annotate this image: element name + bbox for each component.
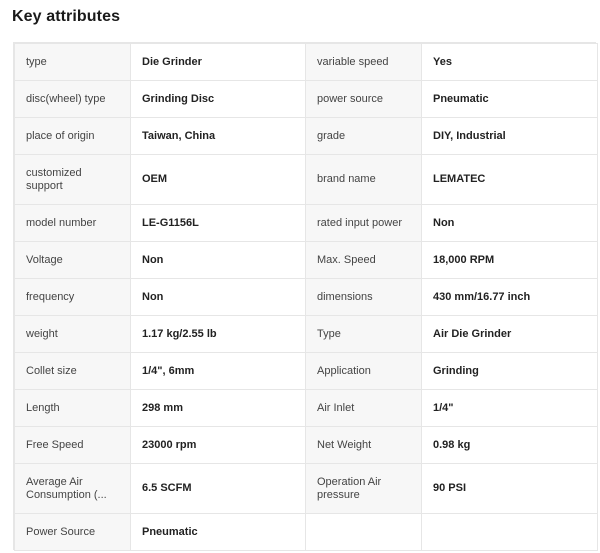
table-row [15,353,598,390]
attribute-label: Application [306,353,422,390]
attribute-value: 1/4" [422,390,598,427]
attribute-value: 23000 rpm [131,427,306,464]
attribute-value: 430 mm/16.77 inch [422,279,598,316]
attribute-value: 90 PSI [422,464,598,514]
attribute-value: Grinding Disc [131,81,306,118]
table-row [15,155,598,205]
attribute-label: dimensions [306,279,422,316]
table-row [15,118,598,155]
empty-cell [306,514,422,551]
empty-cell [422,514,598,551]
attribute-value: Air Die Grinder [422,316,598,353]
attribute-label: rated input power [306,205,422,242]
attribute-value: 18,000 RPM [422,242,598,279]
attribute-label: power source [306,81,422,118]
attribute-value: Pneumatic [422,81,598,118]
attribute-label: Voltage [15,242,131,279]
page-title: Key attributes [12,8,121,25]
attribute-value: 1.17 kg/2.55 lb [131,316,306,353]
table-row [15,81,598,118]
attribute-value: Non [131,242,306,279]
attribute-label: Length [15,390,131,427]
attribute-label: weight [15,316,131,353]
attribute-label: model number [15,205,131,242]
attribute-value: 298 mm [131,390,306,427]
key-attributes-table [13,42,596,550]
attribute-value: DIY, Industrial [422,118,598,155]
table-row [15,205,598,242]
table-row [15,390,598,427]
attribute-value: LEMATEC [422,155,598,205]
attribute-label: Power Source [15,514,131,551]
attribute-label: Free Speed [15,427,131,464]
attribute-value: 1/4", 6mm [131,353,306,390]
attribute-label: grade [306,118,422,155]
attribute-label: Operation Air pressure [306,464,422,514]
attribute-label: Max. Speed [306,242,422,279]
attribute-label: customized support [15,155,131,205]
table-row [15,279,598,316]
attribute-label: type [15,44,131,81]
table-row [15,464,598,514]
table-row [15,316,598,353]
attribute-value: Non [422,205,598,242]
attribute-label: Type [306,316,422,353]
attribute-label: Net Weight [306,427,422,464]
attribute-label: Average Air Consumption (... [15,464,131,514]
attribute-value: Taiwan, China [131,118,306,155]
attribute-value: OEM [131,155,306,205]
attribute-label: Air Inlet [306,390,422,427]
attribute-value: 6.5 SCFM [131,464,306,514]
attribute-value: Non [131,279,306,316]
table-row [15,242,598,279]
attribute-value: Die Grinder [131,44,306,81]
attribute-label: Collet size [15,353,131,390]
table-row [15,514,598,551]
attribute-value: 0.98 kg [422,427,598,464]
attribute-value: LE-G1156L [131,205,306,242]
attribute-label: disc(wheel) type [15,81,131,118]
attribute-label: frequency [15,279,131,316]
table-row [15,44,598,81]
table-row [15,427,598,464]
attribute-value: Pneumatic [131,514,306,551]
attribute-value: Grinding [422,353,598,390]
attribute-label: variable speed [306,44,422,81]
attribute-label: place of origin [15,118,131,155]
attribute-value: Yes [422,44,598,81]
attribute-label: brand name [306,155,422,205]
